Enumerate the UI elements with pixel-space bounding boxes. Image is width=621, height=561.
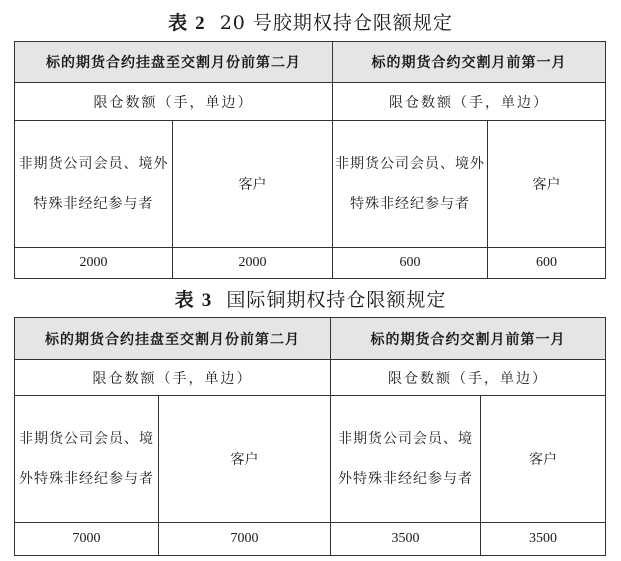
table-3-unit-label-left: 限仓数额（手，单边）: [15, 360, 331, 396]
table-2-value-client-first-month: 600: [488, 248, 606, 279]
table-2-value-client-second-month: 2000: [173, 248, 333, 279]
table-3-category-row: [15, 396, 606, 523]
table-2-category-row: [15, 121, 606, 248]
table-2-member-label-left: 非期货公司会员、境外特殊非经纪参与者: [15, 121, 173, 248]
table-2-client-label-left: 客户: [173, 121, 333, 248]
table-2: [14, 41, 606, 279]
table-3-value-member-second-month: 7000: [15, 523, 159, 556]
table-3-title: [0, 285, 621, 312]
table-3-title-text: 国际铜期权持仓限额规定: [226, 289, 447, 311]
table-3-client-label-right: 客户: [481, 396, 606, 523]
table-3-title-number: 3: [201, 290, 213, 311]
table-2-title-number: 2: [195, 13, 206, 34]
table-3-value-client-second-month: 7000: [159, 523, 331, 556]
table-3-member-label-right: 非期货公司会员、境外特殊非经纪参与者: [331, 396, 481, 523]
table-2-period-second-month: 标的期货合约挂盘至交割月份前第二月: [15, 42, 333, 83]
table-2-value-row: [15, 248, 606, 279]
table-2-title-text: 20 号胶期权持仓限额规定: [219, 12, 453, 34]
table-3-title-prefix: 表: [174, 289, 195, 311]
table-2-value-member-second-month: 2000: [15, 248, 173, 279]
table-3-header-row: [15, 318, 606, 360]
table-2-unit-label-left: 限仓数额（手，单边）: [15, 83, 333, 121]
table-2-value-member-first-month: 600: [333, 248, 488, 279]
table-3-unit-label-right: 限仓数额（手，单边）: [331, 360, 606, 396]
table-3-client-label-left: 客户: [159, 396, 331, 523]
table-2-title: [0, 8, 621, 35]
table-3: [14, 317, 606, 556]
table-3-period-second-month: 标的期货合约挂盘至交割月份前第二月: [15, 318, 331, 360]
table-2-unit-label-right: 限仓数额（手，单边）: [333, 83, 606, 121]
table-3-value-client-first-month: 3500: [481, 523, 606, 556]
table-2-title-prefix: 表: [168, 12, 189, 34]
table-3-member-label-left: 非期货公司会员、境外特殊非经纪参与者: [15, 396, 159, 523]
table-3-value-row: [15, 523, 606, 556]
table-2-client-label-right: 客户: [488, 121, 606, 248]
table-2-unit-row: [15, 83, 606, 121]
table-2-member-label-right: 非期货公司会员、境外特殊非经纪参与者: [333, 121, 488, 248]
table-3-unit-row: [15, 360, 606, 396]
table-2-header-row: [15, 42, 606, 83]
table-3-period-first-month: 标的期货合约交割月前第一月: [331, 318, 606, 360]
table-2-period-first-month: 标的期货合约交割月前第一月: [333, 42, 606, 83]
table-3-value-member-first-month: 3500: [331, 523, 481, 556]
